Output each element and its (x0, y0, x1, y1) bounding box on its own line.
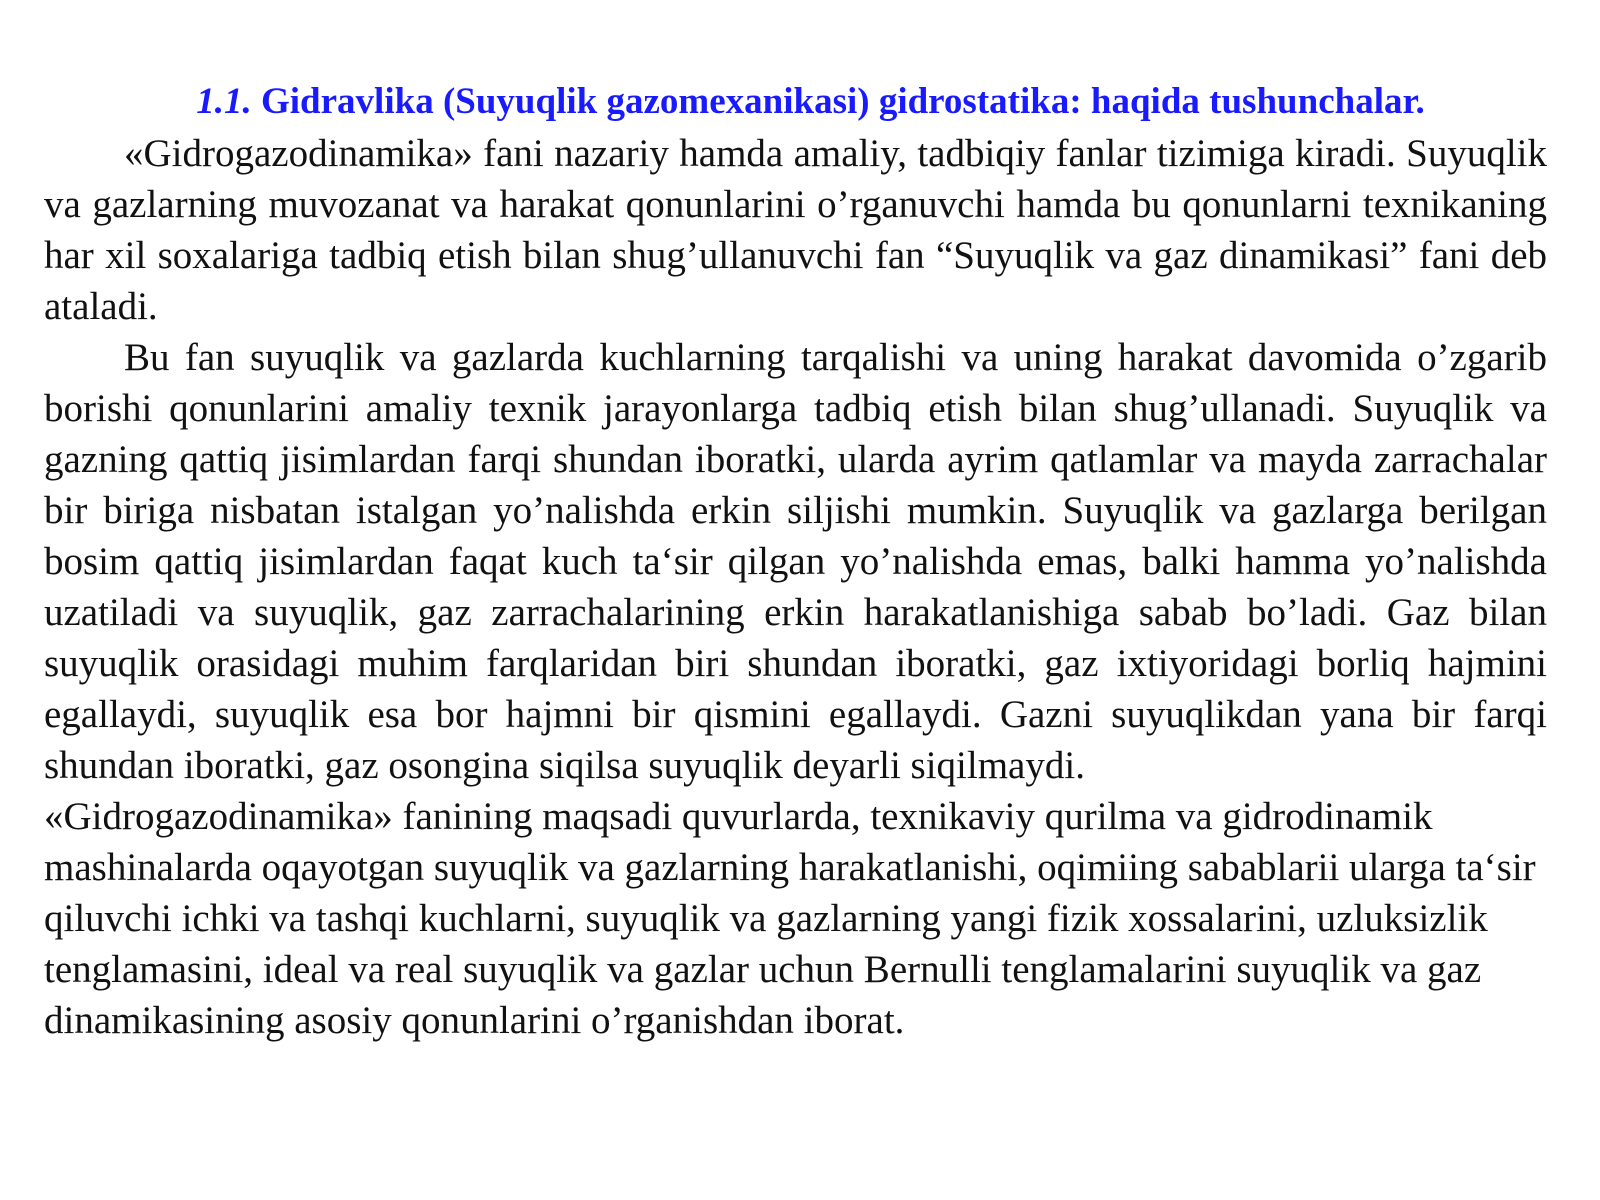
section-number: 1.1. (196, 81, 252, 122)
paragraph-intro: «Gidrogazodinamika» fani nazariy hamda amaliy, tadbiqiy fanlar tizimiga kiradi. Suyuqlik va gazlarning muvozanat va harakat qonunlarini o’rganuvchi hamda bu qonunlarni texnikaning har xil soxalariga tadbiq etish bilan shug’ullanuvchi fan “Suyuqlik va gaz dinamikasi” fani deb ataladi. (44, 132, 1547, 328)
paragraph-differences: Bu fan suyuqlik va gazlarda kuchlarning tarqalishi va uning harakat davomida o’zgarib borishi qonunlarini amaliy texnik jarayonlarga tadbiq etish bilan shug’ullanadi. Suyuqlik va gazning qattiq jisimlardan farqi shundan iboratki, ularda ayrim qatlamlar va mayda zarrachalar bir biriga nisbatan istalgan yo’nalishda erkin siljishi mumkin. Suyuqlik va gazlarga berilgan bosim qattiq jisimlardan faqat kuch ta‘sir qilgan yo’nalishda emas, balki hamma yo’nalishda uzatiladi va suyuqlik, gaz zarrachalarining erkin harakatlanishiga sabab bo’ladi. Gaz bilan suyuqlik orasidagi muhim farqlaridan biri shundan iboratki, gaz ixtiyoridagi borliq hajmini egallaydi, suyuqlik esa bor hajmni bir qismini egallaydi. Gazni suyuqlikdan yana bir farqi shundan iboratki, gaz osongina siqilsa suyuqlik deyarli siqilmaydi. (44, 336, 1547, 787)
document-page (44, 78, 1547, 1046)
section-title: Gidravlika (Suyuqlik gazomexanikasi) gidrostatika: haqida tushunchalar. (251, 81, 1425, 122)
paragraph-goal: «Gidrogazodinamika» fanining maqsadi quvurlarda, texnikaviy qurilma va gidrodinamik mashinalarda oqayotgan suyuqlik va gazlarning harakatlanishi, oqimiing sabablarii ularga ta‘sir qiluvchi ichki va tashqi kuchlarni, suyuqlik va gazlarning yangi fizik xossalarini, uzluksizlik tenglamasini, ideal va real suyuqlik va gazlar uchun Bernulli tenglamalarini suyuqlik va gaz dinamikasining asosiy qonunlarini o’rganishdan iborat. (44, 795, 1536, 1042)
section-heading (44, 78, 1547, 126)
